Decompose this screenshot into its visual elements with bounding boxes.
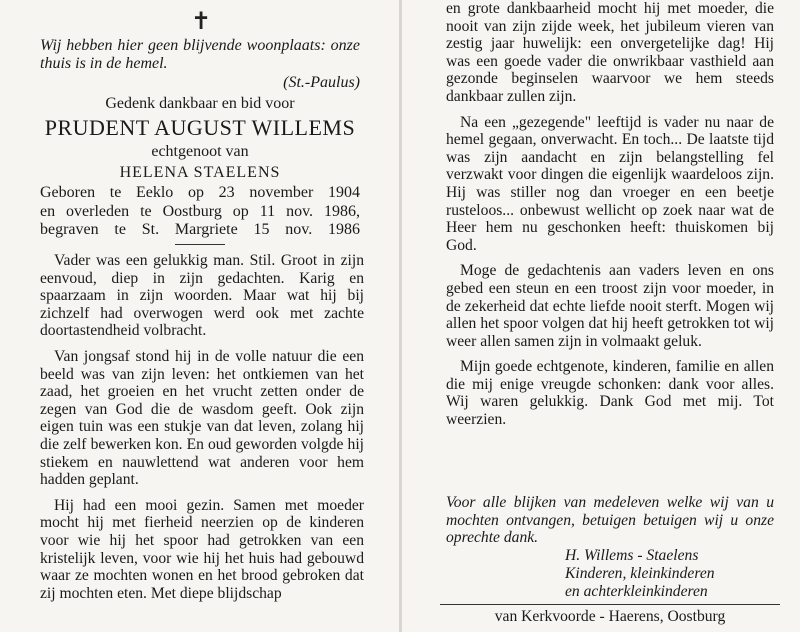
quote-text: Wij hebben hier geen blijvende woonplaats: onze thuis is in de hemel.	[40, 37, 360, 72]
paragraph: Hij had een mooi gezin. Samen met moeder mocht hij met fierheid neerzien op de kinderen voor wie hij het spoor had getrokken van een kristelijk leven, voor wie hij het huis had gebouwd waar ze mochten wonen en het brood gebroken dat zij mochten eten. Met diepe blijdschap	[40, 496, 364, 602]
birth-line: Geboren te Eeklo op 23 november 1904	[40, 184, 360, 201]
quote-source: (St.-Paulus)	[283, 74, 360, 91]
life-dates	[40, 184, 360, 240]
printer-rule	[440, 604, 780, 605]
paragraph: Na een „gezegende" leeftijd is vader nu naar de hemel gegaan, onverwacht. En toch... De laatste tijd was zijn aandacht en zijn belangstelling fel verzwakt voor dingen die eigenlijk waardeloos zijn. Hij was stiller nog dan vroeger en een beetje rusteloos... onbewust wellicht op zoek naar wat de Heer hem nu geschonken heeft: thuiskomen bij God.	[446, 113, 774, 254]
death-line: en overleden te Oostburg op 11 nov. 1986,	[40, 202, 360, 220]
cross-icon: ✝	[191, 9, 212, 35]
divider	[175, 244, 225, 245]
signature-line: H. Willems - Staelens	[565, 547, 699, 564]
spouse-name: HELENA STAELENS	[119, 164, 281, 181]
paragraph: Mijn goede echtgenote, kinderen, familie en allen die mij enige vreugde schonken: dank voor alles. Wij waren gelukkig. Dank God met mij. Tot weerzien.	[446, 358, 774, 429]
signature-line: Kinderen, kleinkinderen	[565, 564, 715, 582]
signature-line: en achterkleinkinderen	[565, 582, 708, 600]
signature	[565, 547, 775, 600]
thanks-note: Voor alle blijken van medeleven welke wij van u mochten ontvangen, betuigen betuigen wij u onze oprechte dank.	[446, 494, 774, 547]
printer-credit: van Kerkvoorde - Haerens, Oostburg	[494, 608, 726, 625]
deceased-name: PRUDENT AUGUST WILLEMS	[44, 115, 356, 140]
paragraph: Van jongsaf stond hij in de volle natuur die een beeld was van zijn leven: het ontkiemen van het zaad, het groeien en het vrucht zetten onder de zegen van God die de wasdom geeft. Ook zijn eigen tuin was een stukje van dat leven, zolang hij die zelf bewerken kon. En oud geworden volgde hij stiekem en nauwlettend wat anderen voor hem hadden geplant.	[40, 347, 364, 489]
paragraph: en grote dankbaarheid mocht hij met moeder, die nooit van zijn zijde week, het jubileum vieren van zestig jaar huwelijk: een onvergetelijke dag! Hij was een goede vader die onwrikbaar vasthield aan gezonde beginselen waarvoor we hem steeds dankbaar zullen zijn.	[446, 0, 774, 105]
spouse-label: echtgenoot van	[151, 143, 249, 160]
bible-quote	[40, 37, 360, 92]
paragraph: Moge de gedachtenis aan vaders leven en ons gebed een steun en een troost zijn voor moeder, in de zekerheid dat echte liefde nooit sterft. Mogen wij allen het spoor volgen dat hij heeft getrokken tot wij weer allen samen zijn in volmaakt geluk.	[446, 262, 774, 350]
intro-line: Gedenk dankbaar en bid voor	[105, 95, 295, 112]
burial-line: begraven te St. Margriete 15 nov. 1986	[40, 221, 360, 238]
right-text	[446, 0, 774, 437]
left-text	[40, 252, 364, 610]
card-fold	[399, 0, 402, 632]
paragraph: Vader was een gelukkig man. Stil. Groot in zijn eenvoud, diep in zijn gedachten. Karig en spaarzaam in zijn woorden. Maar wat hij bij zichzelf had overwogen werd ook met zachte doortastendheid volbracht.	[40, 252, 364, 340]
